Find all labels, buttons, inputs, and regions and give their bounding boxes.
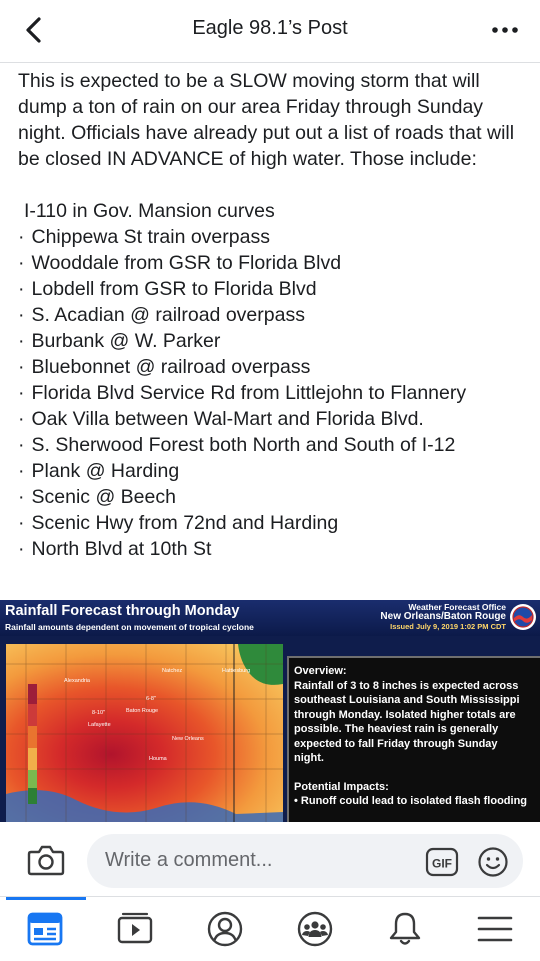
bullet: ·	[18, 408, 25, 430]
nav-profile[interactable]	[180, 897, 270, 961]
comment-bar	[0, 822, 540, 896]
road-name: Wooddale from GSR to Florida Blvd	[31, 252, 342, 274]
news-feed-icon	[25, 910, 65, 948]
map-label: 6-8"	[146, 696, 156, 702]
emoji-icon[interactable]	[477, 846, 509, 878]
road-list-item	[18, 510, 528, 536]
overview-heading: Overview:	[294, 665, 347, 677]
road-list-item	[18, 432, 528, 458]
impacts-heading: Potential Impacts:	[294, 780, 389, 793]
nav-watch[interactable]	[90, 897, 180, 961]
bullet: ·	[18, 382, 25, 404]
bullet: ·	[18, 226, 25, 248]
rainfall-map	[6, 644, 283, 822]
road-name: S. Sherwood Forest both North and South of I-12	[31, 434, 456, 456]
road-list-item	[18, 536, 528, 562]
road-name: Lobdell from GSR to Florida Blvd	[31, 278, 317, 300]
road-name: Florida Blvd Service Rd from Littlejohn to Flannery	[31, 382, 467, 404]
groups-icon	[295, 910, 335, 948]
forecast-title: Rainfall Forecast through Monday	[5, 603, 240, 619]
forecast-header	[0, 600, 540, 636]
bullet: ·	[18, 356, 25, 378]
more-options-icon[interactable]	[490, 20, 520, 40]
road-list-item	[18, 380, 528, 406]
bullet: ·	[18, 434, 25, 456]
bullet: ·	[18, 278, 25, 300]
road-name: Oak Villa between Wal-Mart and Florida Blvd.	[31, 408, 424, 430]
nws-logo-icon	[509, 603, 537, 631]
road-list-item	[18, 406, 528, 432]
top-bar	[0, 0, 540, 63]
map-label: Hattiesburg	[222, 668, 251, 674]
nav-news-feed[interactable]	[0, 897, 90, 961]
bell-icon	[385, 910, 425, 948]
road-list-item	[18, 458, 528, 484]
map-label: Baton Rouge	[126, 708, 159, 714]
forecast-overview-panel	[287, 656, 540, 822]
road-list-item	[18, 250, 528, 276]
map-label: Houma	[149, 756, 167, 762]
map-label: 8-10"	[92, 710, 105, 716]
road-name: Chippewa St train overpass	[31, 226, 270, 248]
road-name: Burbank @ W. Parker	[31, 330, 221, 352]
svg-text:GIF: GIF	[432, 856, 452, 871]
road-list	[18, 224, 528, 562]
map-label: New Orleans	[172, 736, 204, 742]
forecast-subtitle: Rainfall amounts dependent on movement of tropical cyclone	[5, 622, 254, 632]
bullet: ·	[18, 512, 25, 534]
road-name: Scenic @ Beech	[31, 486, 176, 508]
office-line1: Weather Forecast Office	[408, 602, 506, 612]
post-body	[18, 68, 528, 562]
road-name: Plank @ Harding	[31, 460, 180, 482]
road-list-first: I-110 in Gov. Mansion curves	[24, 200, 275, 222]
bullet: ·	[18, 538, 25, 560]
bullet: ·	[18, 252, 25, 274]
road-list-item	[18, 484, 528, 510]
camera-icon[interactable]	[27, 844, 65, 876]
map-label: Natchez	[162, 668, 183, 674]
road-list-item	[18, 276, 528, 302]
road-list-item	[18, 224, 528, 250]
post-paragraph: This is expected to be a SLOW moving storm that will dump a ton of rain on our area Friday through Sunday night. Officials have already put out a list of roads that will be closed IN ADVANCE of high water. Those include:	[18, 70, 515, 170]
road-name: S. Acadian @ railroad overpass	[31, 304, 305, 326]
comment-placeholder: Write a comment...	[105, 849, 273, 871]
office-line2: New Orleans/Baton Rouge	[380, 611, 506, 622]
forecast-office	[380, 602, 506, 632]
bullet: ·	[18, 486, 25, 508]
road-name: Scenic Hwy from 72nd and Harding	[31, 512, 339, 534]
rainfall-forecast-image[interactable]	[0, 600, 540, 822]
bottom-nav	[0, 896, 540, 961]
watch-icon	[115, 910, 155, 948]
bullet: ·	[18, 304, 25, 326]
overview-text: Rainfall of 3 to 8 inches is expected across southeast Louisiana and South Mississippi through Monday. Isolated higher totals are possible. The heaviest rain is generally expected to fall Friday through Sunday night.	[294, 679, 520, 764]
issued-time: Issued July 9, 2019 1:02 PM CDT	[390, 622, 506, 631]
impacts-item: • Runoff could lead to isolated flash flooding	[294, 795, 528, 807]
road-list-item	[18, 302, 528, 328]
bullet: ·	[18, 460, 25, 482]
page-title: Eagle 98.1’s Post	[192, 17, 348, 39]
map-label: Lafayette	[88, 722, 111, 728]
bullet: ·	[18, 330, 25, 352]
menu-icon	[475, 910, 515, 948]
nav-menu[interactable]	[450, 897, 540, 961]
map-label: Alexandria	[64, 678, 90, 684]
profile-icon	[205, 910, 245, 948]
nav-groups[interactable]	[270, 897, 360, 961]
road-list-item	[18, 354, 528, 380]
road-name: North Blvd at 10th St	[31, 538, 212, 560]
gif-icon[interactable]	[425, 847, 459, 877]
nav-notifications[interactable]	[360, 897, 450, 961]
comment-input[interactable]	[87, 834, 523, 888]
road-name: Bluebonnet @ railroad overpass	[31, 356, 311, 378]
road-list-item	[18, 328, 528, 354]
